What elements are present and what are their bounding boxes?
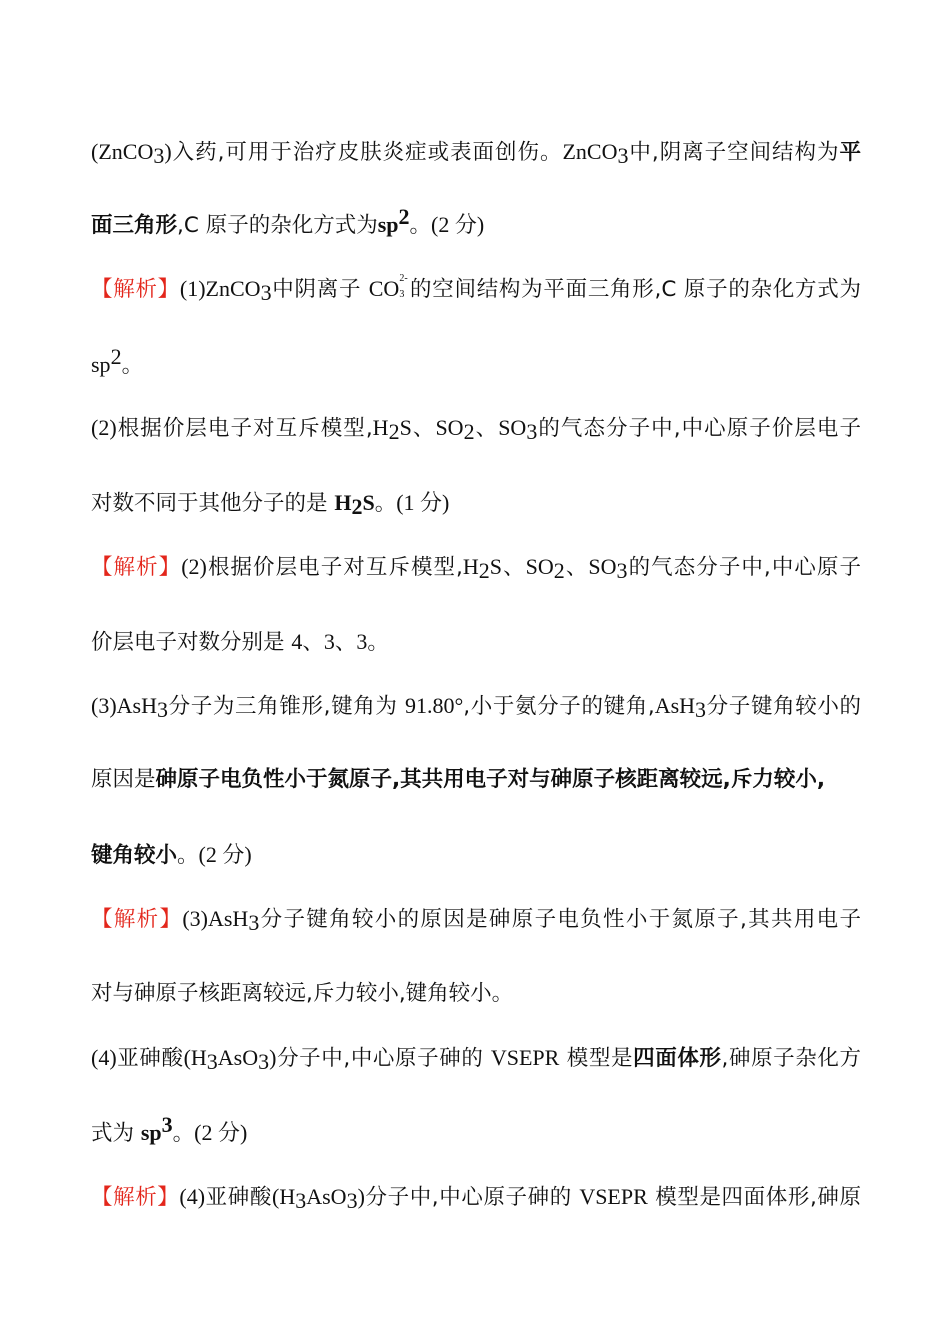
subscript: 3 [206, 1049, 218, 1074]
answer-text: sp [377, 212, 399, 237]
subscript: 3 [157, 697, 168, 722]
text-segment: (H [183, 1045, 207, 1070]
subscript: 3 [346, 1188, 358, 1213]
analysis-label: 【解析】 [91, 277, 180, 302]
ion-subscript: 3 [399, 289, 405, 300]
text-segment: ZnCO [562, 139, 618, 164]
text-segment: SO [435, 415, 464, 440]
text-segment: 、 [564, 555, 589, 580]
text-segment: SO [498, 415, 527, 440]
subscript: 3 [526, 419, 538, 444]
subscript: 3 [695, 697, 707, 722]
text-segment: 3 [323, 629, 335, 654]
text-segment: SO [588, 554, 617, 579]
answer-text: 面三角形 [91, 213, 178, 238]
text-segment: 。 [121, 353, 144, 378]
text-line [91, 765, 861, 795]
subscript: 3 [616, 558, 628, 583]
text-segment: 、 [411, 416, 436, 441]
text-segment: (4) [179, 1184, 206, 1209]
text-segment: 的气态分子中,中心原子 [627, 555, 861, 580]
text-segment: (2) [91, 415, 117, 440]
text-segment: 式为 [91, 1121, 141, 1146]
text-segment: CO [368, 276, 400, 301]
text-line [91, 413, 861, 444]
text-segment: sp [91, 352, 111, 377]
text-line [91, 204, 861, 241]
text-segment: 对与砷原子核距离较远,斥力较小,键角较小。 [91, 981, 514, 1006]
text-segment: ,砷原子杂化方 [721, 1046, 861, 1071]
text-line [91, 1112, 861, 1149]
text-segment: AsO [306, 1184, 347, 1209]
text-segment: 中,阴离子空间结构为 [628, 140, 840, 165]
text-line [91, 1182, 861, 1213]
text-segment: 分子键角较小的 [706, 694, 861, 719]
text-segment: S [489, 554, 503, 579]
text-line [91, 1043, 861, 1074]
text-segment: (2) [181, 554, 207, 579]
text-segment: (ZnCO [91, 139, 154, 164]
answer-text: 平 [839, 140, 861, 165]
text-segment: S [399, 415, 412, 440]
subscript: 2 [553, 558, 565, 583]
subscript: 3 [248, 910, 260, 935]
text-segment: VSEPR [579, 1184, 648, 1209]
text-segment: ) [357, 1184, 365, 1209]
text-segment: 根据价层电子对互斥模型, [206, 555, 463, 580]
subscript: 2 [388, 419, 400, 444]
text-segment: 4 [291, 629, 303, 654]
text-segment: 的空间结构为平面三角形,C 原子的杂化方式为 [409, 277, 861, 302]
text-segment: ) [269, 1045, 277, 1070]
answer-text: 键角较小 [91, 843, 178, 868]
text-segment: ,小于氨分子的键角, [463, 694, 655, 719]
subscript: 2 [351, 494, 363, 519]
text-segment: (3)AsH [91, 693, 157, 718]
text-segment: (1)ZnCO [179, 276, 261, 301]
text-line [91, 979, 861, 1009]
text-segment: 的气态分子中,中心原子价层电子 [537, 416, 861, 441]
text-line [91, 904, 861, 935]
analysis-label: 【解析】 [91, 555, 182, 580]
text-line [91, 627, 861, 658]
answer-text: S [362, 490, 375, 515]
text-segment: VSEPR [490, 1045, 560, 1070]
text-segment: 、 [302, 630, 324, 655]
answer-text: 砷原子电负性小于氮原子,其共用电子对与砷原子核距离较远,斥力较小, [155, 767, 826, 792]
text-segment: 。 [409, 213, 432, 238]
text-segment: 91.80° [404, 693, 464, 718]
text-segment: 亚砷酸 [205, 1185, 272, 1210]
subscript: 3 [153, 143, 165, 168]
text-segment: H [462, 554, 479, 579]
text-segment: 入药,可用于治疗皮肤炎症或表面创伤。 [171, 140, 563, 165]
superscript: 3 [161, 1112, 173, 1137]
answer-text: H [334, 490, 352, 515]
text-line [91, 840, 861, 871]
subscript: 3 [260, 280, 272, 305]
text-line [91, 691, 861, 722]
text-segment: 3 [356, 629, 368, 654]
text-segment: (4) [91, 1045, 117, 1070]
text-segment: 对数不同于其他分子的是 [91, 491, 335, 516]
text-segment: AsH [654, 693, 696, 718]
subscript: 3 [258, 1049, 270, 1074]
text-segment: 。 [367, 630, 389, 655]
text-segment: 模型是 [559, 1046, 634, 1071]
text-segment: 模型是四面体形,砷原 [647, 1185, 861, 1210]
text-segment: 价层电子对数分别是 [91, 630, 292, 655]
text-segment: 。 [177, 843, 199, 868]
analysis-label: 【解析】 [91, 907, 183, 932]
text-segment: (2 分) [431, 212, 485, 237]
text-line [91, 137, 861, 168]
text-segment: ) [164, 139, 172, 164]
text-segment: (2 分) [194, 1120, 248, 1145]
text-segment: 原因是 [91, 767, 156, 792]
text-segment: 分子为三角锥形,键角为 [168, 694, 405, 719]
text-segment: 。 [374, 491, 397, 516]
answer-text: sp [140, 1120, 162, 1145]
text-line [91, 552, 861, 583]
text-segment: 分子中,中心原子砷的 [276, 1046, 491, 1071]
text-segment: SO [525, 554, 554, 579]
text-segment: 亚砷酸 [116, 1046, 184, 1071]
text-line [91, 274, 861, 305]
subscript: 3 [617, 143, 629, 168]
text-segment: (1 分) [396, 490, 450, 515]
text-segment: AsO [217, 1045, 259, 1070]
text-segment: ,C 原子的杂化方式为 [177, 213, 378, 238]
analysis-label: 【解析】 [91, 1185, 180, 1210]
text-segment: 、 [474, 416, 499, 441]
text-segment: 分子中,中心原子砷的 [364, 1185, 580, 1210]
subscript: 2 [478, 558, 490, 583]
text-segment: (2 分) [198, 842, 252, 867]
subscript: 2 [463, 419, 475, 444]
text-segment: 中阴离子 [271, 277, 369, 302]
carbonate-ion-charge [399, 273, 409, 300]
text-segment: 根据价层电子对互斥模型, [116, 416, 373, 441]
text-line [91, 488, 861, 519]
text-segment: 。 [172, 1121, 195, 1146]
text-line [91, 344, 861, 381]
superscript: 2 [110, 344, 122, 369]
ion-charge: 2- [399, 273, 408, 284]
superscript: 2 [398, 204, 410, 229]
answer-text: 四面体形 [633, 1046, 722, 1071]
text-segment: 、 [502, 555, 526, 580]
text-segment: (3)AsH [182, 906, 249, 931]
subscript: 3 [295, 1188, 307, 1213]
text-segment: 、 [334, 630, 357, 655]
text-segment: 分子键角较小的原因是砷原子电负性小于氮原子,其共用电子 [259, 907, 861, 932]
text-segment: H [372, 415, 389, 440]
text-segment: (H [272, 1184, 296, 1209]
